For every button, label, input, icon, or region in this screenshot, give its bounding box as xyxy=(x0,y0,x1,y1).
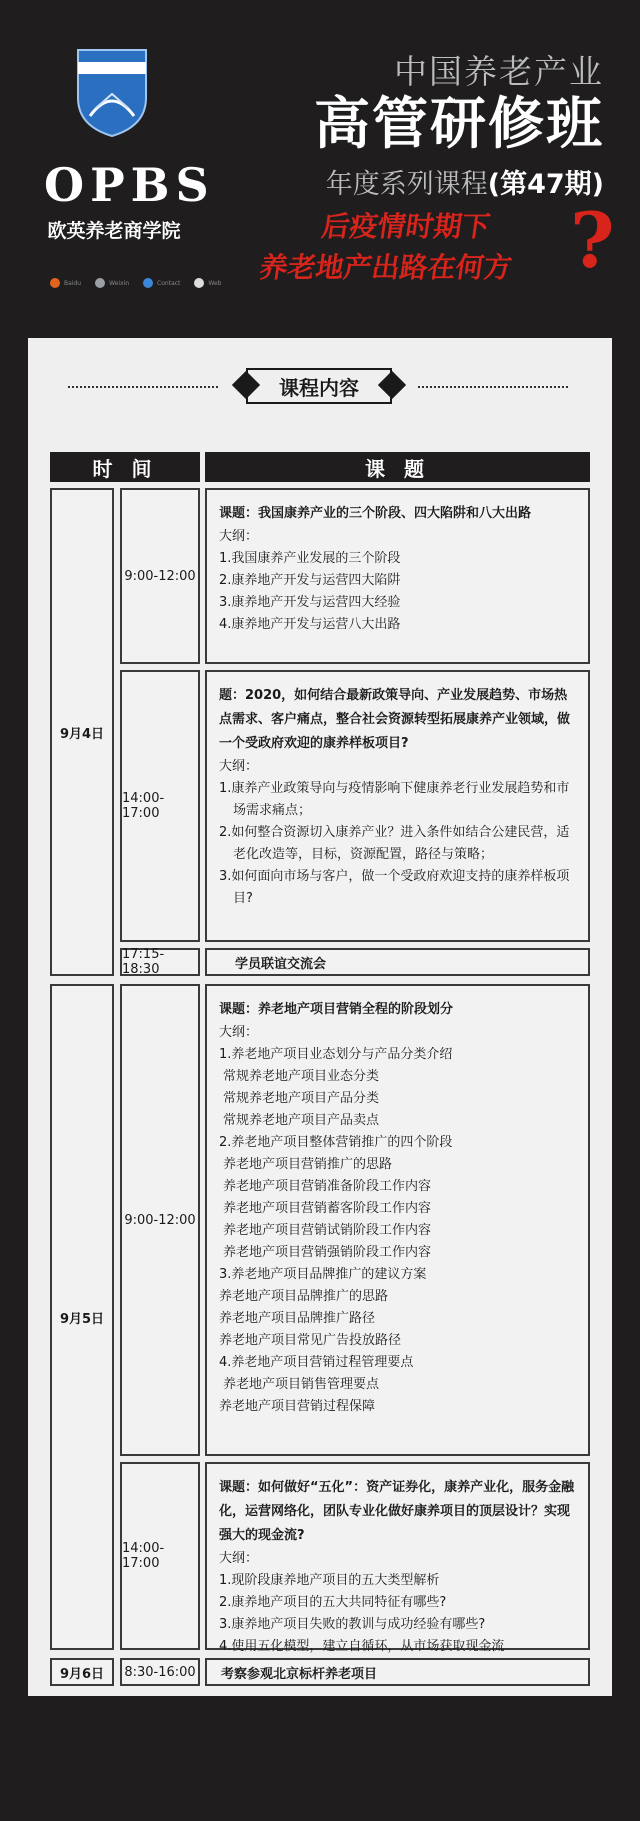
time-cell xyxy=(120,948,200,976)
session-content xyxy=(205,948,590,976)
outline-line: 养老地产项目品牌推广的思路 xyxy=(219,1289,389,1304)
outline-line: 1.我国康养产业发展的三个阶段 xyxy=(219,551,401,566)
outline-line: 4.康养地产开发与运营八大出路 xyxy=(219,617,401,632)
social-web[interactable] xyxy=(194,278,221,288)
social-label: Baidu xyxy=(64,279,82,287)
date-text: 9月4日 xyxy=(59,726,105,742)
social-contact[interactable] xyxy=(143,278,180,288)
outline-line: 养老地产项目常见广告投放路径 xyxy=(219,1333,402,1348)
outline-line: 大纲： xyxy=(219,529,259,544)
social-weixin[interactable] xyxy=(95,278,129,288)
outline-line: 1.现阶段康养地产项目的五大类型解析 xyxy=(219,1573,440,1588)
divider xyxy=(418,386,568,388)
outline-line: 养老地产项目销售管理要点 xyxy=(223,1377,380,1392)
outline-line: 2.养老地产项目整体营销推广的四个阶段 xyxy=(219,1135,453,1150)
time-cell xyxy=(120,488,200,664)
session-title: 课题：我国康养产业的三个阶段、四大陷阱和八大出路 xyxy=(219,506,532,521)
outline-line: 养老地产项目品牌推广路径 xyxy=(219,1311,376,1326)
time-text: 14:00-17:00 xyxy=(122,1541,165,1571)
time-text: 17:15-18:30 xyxy=(122,947,165,977)
time-cell xyxy=(120,1462,200,1650)
outline-line: 4.养老地产项目营销过程管理要点 xyxy=(219,1355,414,1370)
header-series xyxy=(326,162,604,201)
outline-line: 大纲： xyxy=(219,759,259,774)
time-cell xyxy=(120,984,200,1456)
date-text: 9月6日 xyxy=(59,1666,105,1682)
outline-line: 养老地产项目营销蓄客阶段工作内容 xyxy=(223,1201,432,1216)
social-label: Contact xyxy=(157,279,181,287)
outline-line: 1.养老地产项目业态划分与产品分类介绍 xyxy=(219,1047,453,1062)
time-text: 14:00-17:00 xyxy=(122,791,165,821)
header-title: 高管研修班 xyxy=(314,92,604,157)
baidu-icon xyxy=(50,278,60,288)
outline-line: 养老地产项目营销过程保障 xyxy=(219,1399,376,1414)
logo-text: OPBS xyxy=(44,158,215,212)
session-title: 学员联谊交流会 xyxy=(235,956,327,972)
session-content xyxy=(205,670,590,942)
date-cell xyxy=(50,1658,114,1686)
shield-logo-icon xyxy=(76,46,148,138)
social-label: Web xyxy=(208,279,222,287)
outline-line: 2.康养地产项目的五大共同特征有哪些? xyxy=(219,1595,447,1610)
table-header-time: 时 间 xyxy=(50,452,200,482)
time-cell xyxy=(120,1658,200,1686)
outline-line: 大纲： xyxy=(219,1025,259,1040)
outline-line: 2.康养地产开发与运营四大陷阱 xyxy=(219,573,401,588)
logo-chinese-name: 欧英养老商学院 xyxy=(47,220,181,242)
weixin-icon xyxy=(95,278,105,288)
outline-line: 常规养老地产项目产品卖点 xyxy=(223,1113,380,1128)
session-title: 课题：如何做好“五化”：资产证券化，康养产业化，服务金融化，运营网络化，团队专业化做好康养项目的顶层设计？实现强大的现金流? xyxy=(219,1480,575,1543)
outline-line: 4.使用五化模型，建立自循环，从市场获取现金流 xyxy=(219,1639,505,1654)
outline-line: 常规养老地产项目产品分类 xyxy=(223,1091,380,1106)
social-label: Weixin xyxy=(109,279,130,287)
outline-line: 养老地产项目营销强销阶段工作内容 xyxy=(223,1245,432,1260)
time-text: 9:00-12:00 xyxy=(124,568,196,584)
poster-header xyxy=(0,0,640,330)
time-cell xyxy=(120,670,200,942)
outline-line: 大纲： xyxy=(219,1551,259,1566)
web-icon xyxy=(194,278,204,288)
outline-line: 常规养老地产项目业态分类 xyxy=(223,1069,380,1084)
question-mark-icon: ? xyxy=(570,196,615,285)
outline-line: 养老地产项目营销推广的思路 xyxy=(223,1157,393,1172)
header-subtitle: 中国养老产业 xyxy=(394,52,604,91)
session-title: 课题：养老地产项目营销全程的阶段划分 xyxy=(219,1002,454,1017)
course-card xyxy=(28,338,612,1696)
section-title-bar xyxy=(68,364,568,410)
session-content xyxy=(205,984,590,1456)
date-cell xyxy=(50,984,114,1650)
outline-line: 3.康养地产项目失败的教训与成功经验有哪些? xyxy=(219,1617,486,1632)
header-red-line-1: 后疫情时期下 xyxy=(319,210,493,243)
series-period: (第47期) xyxy=(487,169,604,200)
time-text: 8:30-16:00 xyxy=(124,1664,196,1680)
outline-line: 3.如何面向市场与客户，做一个受政府欢迎支持的康养样板项目? xyxy=(219,869,570,906)
outline-line: 2.如何整合资源切入康养产业？进入条件如结合公建民营，适老化改造等，目标，资源配置，路径与策略； xyxy=(219,825,570,862)
date-cell xyxy=(50,488,114,976)
social-links xyxy=(50,278,221,288)
section-title-text: 课程内容 xyxy=(279,375,359,400)
outline-line: 3.康养地产开发与运营四大经验 xyxy=(219,595,401,610)
table-header-topic: 课 题 xyxy=(205,452,590,482)
session-content xyxy=(205,1462,590,1654)
section-title xyxy=(246,368,392,404)
outline-line: 养老地产项目营销准备阶段工作内容 xyxy=(223,1179,432,1194)
header-red-line-2: 养老地产出路在何方 xyxy=(257,251,515,284)
outline-line: 3.养老地产项目品牌推广的建议方案 xyxy=(219,1267,427,1282)
time-text: 9:00-12:00 xyxy=(124,1212,196,1228)
session-title: 题：2020，如何结合最新政策导向、产业发展趋势、市场热点需求、客户痛点，整合社会资源转型拓展康养产业领域，做一个受政府欢迎的康养样板项目? xyxy=(219,688,571,751)
series-label: 年度系列课程 xyxy=(325,169,488,200)
divider xyxy=(68,386,218,388)
session-title: 考察参观北京标杆养老项目 xyxy=(221,1666,378,1682)
outline-line: 养老地产项目营销试销阶段工作内容 xyxy=(223,1223,432,1238)
session-content xyxy=(205,488,590,664)
date-text: 9月5日 xyxy=(59,1311,105,1327)
session-content xyxy=(205,1658,590,1686)
social-baidu[interactable] xyxy=(50,278,81,288)
contact-icon xyxy=(143,278,153,288)
outline-line: 1.康养产业政策导向与疫情影响下健康养老行业发展趋势和市场需求痛点； xyxy=(219,781,570,818)
